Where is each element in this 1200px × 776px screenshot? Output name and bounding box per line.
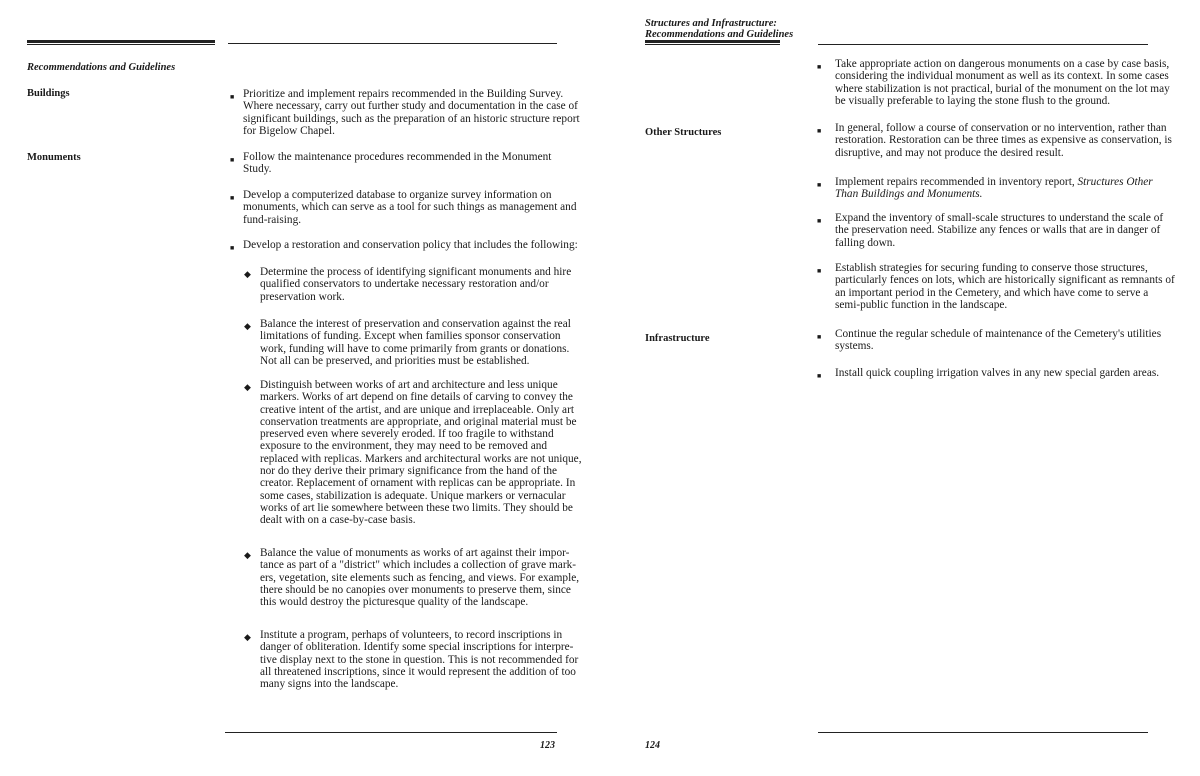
text-line bbox=[835, 134, 1172, 146]
text-line bbox=[260, 641, 578, 653]
diamond-bullet-icon: ◆ bbox=[244, 321, 251, 331]
square-bullet-icon: ■ bbox=[230, 93, 235, 101]
bullet-paragraph bbox=[243, 151, 551, 176]
text-line-content: Take appropriate action on dangerous monuments on a case by case basis, bbox=[835, 58, 1170, 70]
text-line-content: Not all can be preserved, and priorities must be established. bbox=[260, 354, 530, 367]
text-line bbox=[835, 70, 1170, 82]
text-line-content: preserved even where severely eroded. If too fragile to withstand bbox=[260, 428, 554, 441]
text-line bbox=[260, 428, 582, 440]
square-bullet-icon: ■ bbox=[230, 156, 235, 164]
text-line-content: Follow the maintenance procedures recommended in the Monument bbox=[243, 151, 552, 163]
text-line bbox=[260, 291, 571, 303]
text-line-content: Prioritize and implement repairs recommended in the Building Survey. bbox=[243, 88, 564, 100]
text-line bbox=[243, 151, 551, 163]
text-line-content: tive display next to the stone in question. This is not recommended for bbox=[260, 653, 579, 666]
bullet-paragraph bbox=[260, 266, 571, 303]
text-line bbox=[835, 367, 1159, 379]
footer-rule bbox=[225, 732, 557, 733]
text-line-content: particularly fences on lots, which are historically significant as remnants of bbox=[835, 274, 1175, 287]
text-line bbox=[243, 88, 580, 100]
text-line bbox=[243, 189, 576, 201]
label-buildings: Buildings bbox=[27, 88, 70, 99]
bullet-paragraph bbox=[260, 547, 579, 608]
header-double-rule bbox=[645, 40, 780, 45]
text-line-content: systems. bbox=[835, 340, 874, 353]
text-line-content: Determine the process of identifying significant monuments and hire bbox=[260, 266, 572, 278]
text-line-content: Install quick coupling irrigation valves in any new special garden areas. bbox=[835, 367, 1160, 379]
text-line bbox=[835, 287, 1175, 299]
text-line-content: Continue the regular schedule of maintenance of the Cemetery's utilities bbox=[835, 328, 1162, 340]
text-line-content: works of art lie somewhere between these two limits. They should be bbox=[260, 501, 573, 514]
text-line bbox=[835, 224, 1163, 236]
diamond-bullet-icon: ◆ bbox=[244, 269, 251, 279]
text-line-content: there should be no canopies over monuments to preserve them, since bbox=[260, 583, 571, 596]
text-line bbox=[260, 440, 582, 452]
text-line bbox=[835, 176, 1153, 188]
text-line bbox=[260, 404, 582, 416]
text-line-content: Develop a computerized database to organize survey information on bbox=[243, 189, 552, 201]
text-line-content: Institute a program, perhaps of volunteers, to record inscriptions in bbox=[260, 629, 563, 641]
text-line bbox=[243, 163, 551, 175]
text-line-content: Distinguish between works of art and architecture and less unique bbox=[260, 379, 558, 391]
text-line bbox=[243, 113, 580, 125]
bullet-paragraph bbox=[260, 379, 582, 527]
text-line-content: falling down. bbox=[835, 236, 896, 249]
header-rule bbox=[228, 43, 557, 44]
bullet-paragraph bbox=[243, 239, 578, 251]
text-line bbox=[260, 490, 582, 502]
text-line-content: replaced with replicas. Markers and architectural works are not unique, bbox=[260, 452, 582, 465]
text-line-content: danger of obliteration. Identify some special inscriptions for interpre- bbox=[260, 641, 574, 654]
text-line-content: considering the individual monument as well as its context. In some cases bbox=[835, 70, 1169, 83]
text-line-content: creator. Replacement of ornament with replicas can be appropriate. In bbox=[260, 477, 576, 490]
text-line bbox=[835, 58, 1170, 70]
text-line-content: exposure to the environment, they may need to be removed and bbox=[260, 440, 548, 453]
text-line-content: Study. bbox=[243, 163, 272, 176]
text-line-content: Balance the interest of preservation and conservation against the real bbox=[260, 318, 571, 330]
text-line bbox=[260, 572, 579, 584]
text-line bbox=[243, 201, 576, 213]
label-other-structures: Other Structures bbox=[645, 127, 722, 138]
square-bullet-icon: ■ bbox=[230, 194, 235, 202]
text-line-content: be visually preferable to laying the stone flush to the ground. bbox=[835, 94, 1111, 107]
text-line-content: tance as part of a "district" which includes a collection of grave mark- bbox=[260, 559, 576, 572]
text-line bbox=[835, 95, 1170, 107]
text-line-content: Establish strategies for securing funding to conserve those structures, bbox=[835, 262, 1148, 274]
square-bullet-icon: ■ bbox=[817, 181, 822, 189]
header-rule bbox=[818, 44, 1148, 45]
text-line bbox=[260, 416, 582, 428]
square-bullet-icon: ■ bbox=[817, 267, 822, 275]
text-line-content: dealt with on a case-by-case basis. bbox=[260, 514, 416, 527]
text-line bbox=[243, 100, 580, 112]
text-line bbox=[243, 214, 576, 226]
label-monuments: Monuments bbox=[27, 152, 81, 163]
text-line bbox=[260, 477, 582, 489]
square-bullet-icon: ■ bbox=[817, 333, 822, 341]
text-line-content: Where necessary, carry out further study and documentation in the case of bbox=[243, 100, 578, 113]
text-line-content: many signs into the landscape. bbox=[260, 678, 399, 691]
text-line bbox=[260, 465, 582, 477]
square-bullet-icon: ■ bbox=[817, 217, 822, 225]
text-line-content: for Bigelow Chapel. bbox=[243, 124, 335, 137]
bullet-paragraph bbox=[835, 367, 1159, 379]
text-line bbox=[260, 547, 579, 559]
text-line-content: disruptive, and may not produce the desired result. bbox=[835, 146, 1064, 159]
text-line-content: where stabilization is not practical, burial of the monument on the lot may bbox=[835, 82, 1170, 95]
text-line bbox=[243, 239, 578, 251]
diamond-bullet-icon: ◆ bbox=[244, 382, 251, 392]
text-line bbox=[260, 391, 582, 403]
bullet-paragraph bbox=[260, 318, 571, 367]
text-line-content: In general, follow a course of conservation or no intervention, rather than bbox=[835, 122, 1167, 134]
text-line bbox=[835, 328, 1161, 340]
text-line-content: some cases, stabilization is adequate. Unique markers or vernacular bbox=[260, 489, 566, 502]
text-line-content: this would destroy the picturesque quality of the landscape. bbox=[260, 596, 529, 609]
text-line-content: Implement repairs recommended in inventory report, bbox=[835, 176, 1078, 188]
text-line bbox=[835, 147, 1172, 159]
text-line-content: qualified conservators to undertake necessary restoration and/or bbox=[260, 278, 549, 291]
text-line bbox=[260, 453, 582, 465]
diamond-bullet-icon: ◆ bbox=[244, 632, 251, 642]
text-line bbox=[835, 83, 1170, 95]
text-line bbox=[260, 355, 571, 367]
text-line-content: conservation treatments are appropriate, and original material must be bbox=[260, 415, 577, 428]
text-line bbox=[260, 502, 582, 514]
text-line-content: Expand the inventory of small-scale structures to understand the scale of bbox=[835, 212, 1164, 224]
text-line bbox=[835, 340, 1161, 352]
text-line bbox=[835, 274, 1175, 286]
text-line bbox=[835, 122, 1172, 134]
bullet-paragraph bbox=[835, 328, 1161, 353]
text-line bbox=[260, 379, 582, 391]
footer-rule bbox=[818, 732, 1148, 733]
text-line-content: Balance the value of monuments as works of art against their impor- bbox=[260, 547, 570, 559]
bullet-paragraph bbox=[835, 262, 1175, 311]
text-line bbox=[260, 629, 578, 641]
text-line-content: work, funding will have to come primarily from grants or donations. bbox=[260, 342, 570, 355]
text-line bbox=[835, 212, 1163, 224]
text-line bbox=[260, 654, 578, 666]
text-line-content: limitations of funding. Except when families sponsor conservation bbox=[260, 330, 561, 343]
bullet-paragraph bbox=[260, 629, 578, 690]
square-bullet-icon: ■ bbox=[230, 244, 235, 252]
bullet-paragraph bbox=[835, 122, 1172, 159]
text-line-content: fund-raising. bbox=[243, 213, 302, 226]
bullet-paragraph bbox=[835, 212, 1163, 249]
text-line-content: monuments, which can serve as a tool for such things as management and bbox=[243, 201, 577, 214]
text-line-content: restoration. Restoration can be three times as expensive as conservation, is bbox=[835, 134, 1172, 147]
text-line-content: preservation work. bbox=[260, 290, 345, 303]
text-line bbox=[260, 596, 579, 608]
text-line bbox=[835, 188, 1153, 200]
bullet-paragraph bbox=[243, 88, 580, 137]
text-line-content: creative intent of the artist, and are unique and irreplaceable. Only art bbox=[260, 403, 574, 416]
text-line bbox=[260, 343, 571, 355]
square-bullet-icon: ■ bbox=[817, 372, 822, 380]
text-line-content: an important period in the Cemetery, and which have come to serve a bbox=[835, 286, 1149, 299]
header-double-rule bbox=[27, 40, 215, 45]
text-line bbox=[260, 318, 571, 330]
bullet-paragraph bbox=[835, 58, 1170, 107]
text-line bbox=[260, 266, 571, 278]
text-line bbox=[260, 278, 571, 290]
diamond-bullet-icon: ◆ bbox=[244, 550, 251, 560]
text-line-content: markers. Works of art depend on fine details of carving to convey the bbox=[260, 391, 573, 404]
square-bullet-icon: ■ bbox=[817, 63, 822, 71]
section-title: Recommendations and Guidelines bbox=[27, 62, 176, 73]
square-bullet-icon: ■ bbox=[817, 127, 822, 135]
text-line-content: significant buildings, such as the preparation of an historic structure report bbox=[243, 112, 580, 125]
running-header-line: Recommendations and Guidelines bbox=[645, 29, 794, 40]
text-line-content: Than Buildings and Monuments. bbox=[835, 188, 983, 201]
text-line-content: the preservation need. Stabilize any fences or walls that are in danger of bbox=[835, 224, 1161, 237]
text-line-content: Develop a restoration and conservation policy that includes the following: bbox=[243, 239, 578, 251]
text-line bbox=[835, 299, 1175, 311]
bullet-paragraph bbox=[243, 189, 576, 226]
text-line-content: all threatened inscriptions, since it would represent the addition of too bbox=[260, 665, 576, 678]
text-line-content: ers, vegetation, site elements such as fencing, and views. For example, bbox=[260, 571, 580, 584]
text-line-content: semi-public function in the landscape. bbox=[835, 298, 1008, 311]
text-line bbox=[260, 678, 578, 690]
text-line bbox=[243, 125, 580, 137]
report-title-italic: Structures Other bbox=[1077, 176, 1153, 188]
text-line bbox=[260, 514, 582, 526]
text-line-content: nor do they derive their primary significance from the hand of the bbox=[260, 465, 558, 478]
running-header bbox=[645, 18, 793, 40]
text-line bbox=[835, 262, 1175, 274]
bullet-paragraph bbox=[835, 176, 1153, 201]
page-number: 123 bbox=[540, 740, 555, 751]
page-number: 124 bbox=[645, 740, 660, 751]
text-line bbox=[835, 237, 1163, 249]
text-line bbox=[260, 584, 579, 596]
text-line bbox=[260, 666, 578, 678]
text-line bbox=[260, 330, 571, 342]
running-header-line: Structures and Infrastructure: bbox=[645, 18, 777, 29]
label-infrastructure: Infrastructure bbox=[645, 333, 710, 344]
text-line bbox=[260, 559, 579, 571]
